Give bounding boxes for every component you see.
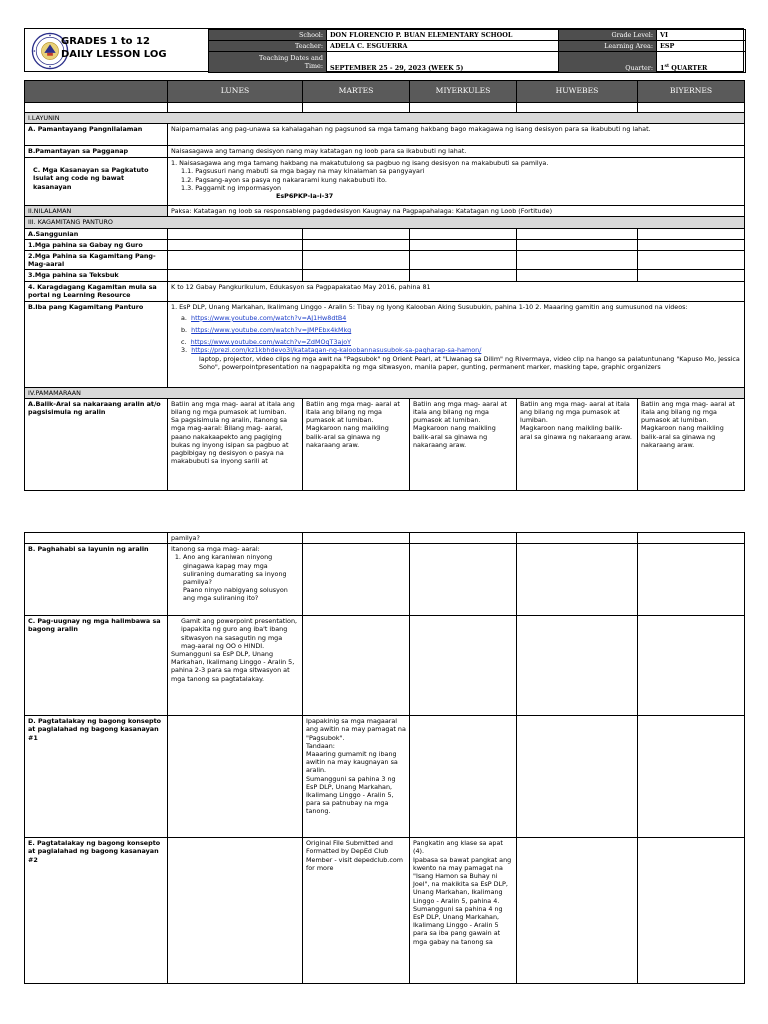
row-kasanayan <box>25 158 745 206</box>
day-header-huwebes: HUWEBES <box>517 81 638 103</box>
dll-header <box>24 28 744 72</box>
lesson-log-table-page-2 <box>24 532 745 984</box>
area-value: ESP <box>657 41 746 52</box>
dates-value: SEPTEMBER 25 - 29, 2023 (WEEK 5) <box>327 52 559 73</box>
row-label: 2.Mga Pahina sa Kagamitang Pang-Mag-aaral <box>25 251 168 270</box>
row-label: C. Pag-uugnay ng mga halimbawa sa bagong aralin <box>25 616 168 716</box>
iba-main: 1. EsP DLP, Unang Markahan, Ikalimang Linggo - Aralin 5: Tibay ng Iyong Kalooban Aking Susubukin, pahina 1-10 2. Maaaring gamitin ang sumusunod na videos: <box>171 302 688 311</box>
kasanayan-item: 1.2. Pagsang-ayon sa pasya ng nakararami kung nakabubuti ito. <box>181 175 387 184</box>
row-pang-mag-aaral <box>25 251 745 270</box>
row-label: B.Iba pang Kagamitang Panturo <box>25 301 168 387</box>
row-label: A.Sanggunian <box>25 228 168 239</box>
row-label: C. Mga Kasanayan sa Pagkatuto Isulat ang code ng bawat kasanayan <box>25 158 168 206</box>
lesson-log-table-page-1 <box>24 80 745 491</box>
grade-label: Grade Level: <box>559 30 657 41</box>
page-2 <box>0 528 768 1024</box>
row-label: B.Pamantayan sa Pagganap <box>25 146 168 158</box>
cell-martes: Batiin ang mga mag- aaral at itala ang bilang ng mga pumasok at lumiban. Magkaroon nang maikling balik-aral sa ginawa ng nakaraang araw. <box>303 398 410 490</box>
paghahabi-intro: Itanong sa mga mag- aaral: <box>171 545 260 554</box>
row-paguugnay <box>25 616 745 716</box>
continued-text: pamilya? <box>168 533 303 544</box>
section-kagamitan: III. KAGAMITANG PANTURO <box>25 217 745 228</box>
section-pamamaraan: IV.PAMAMARAAN <box>25 387 745 398</box>
video-link[interactable]: https://www.youtube.com/watch?v=JMPEbx4kMkg <box>191 326 352 335</box>
cell-martes: Original File Submitted and Formatted by DepEd Club Member - visit depedclub.com for more <box>303 838 410 984</box>
corner-cell <box>25 81 168 103</box>
link-item: c. https://www.youtube.com/watch?v=ZdMOqT3ajoY <box>181 338 352 347</box>
row-content: Naipamamalas ang pag-unawa sa kahalagahan ng pagsunod sa mga tamang hakbang bago makagawa ng isang desisyon para sa ikabubuti ng lahat. <box>168 124 745 146</box>
row-pagtatalakay-1 <box>25 716 745 838</box>
teacher-value: ADELA C. ESGUERRA <box>327 41 559 52</box>
row-content <box>168 158 745 206</box>
dates-label-2: Time: <box>304 62 323 71</box>
row-label: II.NILALAMAN <box>25 206 168 217</box>
title-line-2: DAILY LESSON LOG <box>61 49 167 60</box>
day-header-martes: MARTES <box>303 81 410 103</box>
row-sanggunian <box>25 228 745 239</box>
row-label: 3.Mga pahina sa Teksbuk <box>25 270 168 281</box>
day-header-miyerkules: MIYERKULES <box>410 81 517 103</box>
dates-label-1: Teaching Dates and <box>259 54 323 63</box>
cell-martes: Ipapakinig sa mga magaaral ang awitin na may pamagat na "Pagsubok". Tandaan: Maaaring gumamit ng ibang awitin na may kaugnayan sa aralin. Sumangguni sa pahina 3 ng EsP DLP, Unang Markahan, Ikalimang Linggo - Aralin 5, para sa patnubay na mga tanong. <box>303 716 410 838</box>
school-label: School: <box>209 30 327 41</box>
page-1 <box>0 0 768 480</box>
row-pamantayang-pangnilalaman <box>25 124 745 146</box>
row-label: A.Balik-Aral sa nakaraang aralin at/o pagsisimula ng aralin <box>25 398 168 490</box>
dll-title <box>61 35 167 61</box>
day-header-lunes: LUNES <box>168 81 303 103</box>
row-content: Paksa: Katatagan ng loob sa responsableng pagdedesisyon Kaugnay na Pagpapahalaga: Katatagan ng Loob (Fortitude) <box>168 206 745 217</box>
video-link[interactable]: https://www.youtube.com/watch?v=ZdMOqT3ajoY <box>190 338 352 347</box>
grade-value: VI <box>657 30 746 41</box>
paghahabi-questions <box>171 553 299 602</box>
row-pagtatalakay-2 <box>25 838 745 984</box>
cell-lunes <box>168 544 303 616</box>
paguugnay-ref: Sumangguni sa EsP DLP, Unang Markahan, Ikalimang Linggo - Aralin 5, pahina 2-3 para sa mga sitwasyon at mga tanong sa pagtatalakay. <box>171 650 295 683</box>
row-teksbuk <box>25 270 745 281</box>
quarter-suffix: st <box>664 63 670 69</box>
kasanayan-main: 1. Naisasagawa ang mga tamang hakbang na makatutulong sa pagbuo ng isang desisyon na makabubuti sa pamilya. <box>171 159 549 168</box>
iba-materials: laptop, projector, video clips ng mga awit na "Pagsubok" ng Orient Pearl, at "Liwanag sa Dilim" ng Rivermaya, video clip na hango sa palatuntunang "Kapuso Mo, Jessica Soho", powerpointpresentation na nagpapakita ng mga sitwasyon, manila paper, gunting, permanent marker, masking tape, graphic organizers <box>199 354 740 371</box>
row-pamantayan-pagganap <box>25 146 745 158</box>
cell-biyernes: Batiin ang mga mag- aaral at itala ang bilang ng mga pumasok at lumiban. Magkaroon nang maikling balik-aral sa ginawa ng nakaraang araw. <box>638 398 745 490</box>
quarter-label: Quarter: <box>559 52 657 73</box>
teacher-label: Teacher: <box>209 41 327 52</box>
paguugnay-text: Gamit ang powerpoint presentation, ipapakita ng guro ang iba't ibang sitwasyon na sasagutin ng mga mag-aaral ng OO o HINDI. <box>181 617 298 650</box>
cell-lunes <box>168 616 303 716</box>
row-label: 4. Karagdagang Kagamitan mula sa portal ng Learning Resource <box>25 281 168 301</box>
kasanayan-item: 1.1. Pagsusuri nang mabuti sa mga bagay na may kinalaman sa pangyayari <box>181 167 425 176</box>
title-line-1: GRADES 1 to 12 <box>61 36 150 47</box>
kasanayan-item: 1.3. Paggamit ng impormasyon <box>181 183 282 192</box>
section-layunin: I.LAYUNIN <box>25 113 745 124</box>
row-continued <box>25 533 745 544</box>
link-item: b. https://www.youtube.com/watch?v=JMPEbx4kMkg <box>181 326 352 335</box>
row-balik-aral <box>25 398 745 490</box>
quarter-word: QUARTER <box>669 64 708 72</box>
row-paghahabi <box>25 544 745 616</box>
school-value: DON FLORENCIO P. BUAN ELEMENTARY SCHOOL <box>327 30 559 41</box>
day-header-biyernes: BIYERNES <box>638 81 745 103</box>
row-label: D. Pagtatalakay ng bagong konsepto at paglalahad ng bagong kasanayan #1 <box>25 716 168 838</box>
link-item: a. https://www.youtube.com/watch?v=AJ1Hw8dtB4 <box>181 313 347 322</box>
area-label: Learning Area: <box>559 41 657 52</box>
row-label: B. Paghahabi sa layunin ng aralin <box>25 544 168 616</box>
days-header-row <box>25 81 745 103</box>
row-content: Naisasagawa ang tamang desisyon nang may katatagan ng loob para sa ikabubuti ng lahat. <box>168 146 745 158</box>
row-content <box>168 301 745 387</box>
quarter-value <box>657 52 746 73</box>
row-nilalaman <box>25 206 745 217</box>
cell-huwebes: Batiin ang mga mag- aaral at itala ang bilang ng mga pumasok at lumiban. Magkaroon nang maikling balik-aral sa ginawa ng nakaraang araw. <box>517 398 638 490</box>
spacer-row <box>25 103 745 113</box>
cell-miyerkules: Pangkatin ang klase sa apat (4). Ipabasa sa bawat pangkat ang kwento na may pamagat na "Isang Hamon sa Buhay ni Joel", na makikita sa EsP DLP, Unang Markahan, Ikalimang Linggo - Aralin 5, pahina 4. Sumangguni sa pahina 4 ng EsP DLP, Unang Markahan, Ikalimang Linggo - Aralin 5 para sa iba pang gawain at mga gabay na tanong sa <box>410 838 517 984</box>
cell-miyerkules: Batiin ang mga mag- aaral at itala ang bilang ng mga pumasok at lumiban. Magkaroon nang maikling balik-aral sa ginawa ng nakaraang araw. <box>410 398 517 490</box>
row-content: K to 12 Gabay Pangkurikulum, Edukasyon sa Pagpapakatao May 2016, pahina 81 <box>168 281 745 301</box>
paghahabi-question: 1. Ano ang karaniwan ninyong ginagawa kapag may mga suliraning dumarating sa inyong pamilya? Paano ninyo nabigyang solusyon ang mga suliraning ito? <box>183 553 299 602</box>
kasanayan-code: EsP6PKP-Ia-i-37 <box>276 192 334 201</box>
prezi-link[interactable]: https://prezi.com/kz1kbhdevo3l/katatagan-ng-kaloobannasusubok-sa-paqharap-sa-hamon/ <box>191 346 482 355</box>
row-karagdagang <box>25 281 745 301</box>
row-label: E. Pagtatalakay ng bagong konsepto at paglalahad ng bagong kasanayan #2 <box>25 838 168 984</box>
quarter-number: 1 <box>660 64 665 72</box>
row-label: 1.Mga pahina sa Gabay ng Guro <box>25 239 168 250</box>
video-link[interactable]: https://www.youtube.com/watch?v=AJ1Hw8dtB4 <box>191 313 347 322</box>
header-info-grid <box>208 29 745 73</box>
dates-label <box>209 52 327 73</box>
link-item: 3. https://prezi.com/kz1kbhdevo3l/katatagan-ng-kaloobannasusubok-sa-paqharap-sa-hamon/ <box>181 346 482 355</box>
row-label: A. Pamantayang Pangnilalaman <box>25 124 168 146</box>
row-iba-pang-kagamitan <box>25 301 745 387</box>
cell-lunes: Batiin ang mga mag- aaral at itala ang bilang ng mga pumasok at lumiban. Sa pagsisimula ng aralin, itanong sa mga mag-aaral: Bilang mag- aaral, paano nakakaapekto ang pagiging bukas ng inyong isipan sa pagbuo at pagbibigay ng desisyon o pasya na makabubuti sa inyong sarili at <box>168 398 303 490</box>
row-gabay <box>25 239 745 250</box>
